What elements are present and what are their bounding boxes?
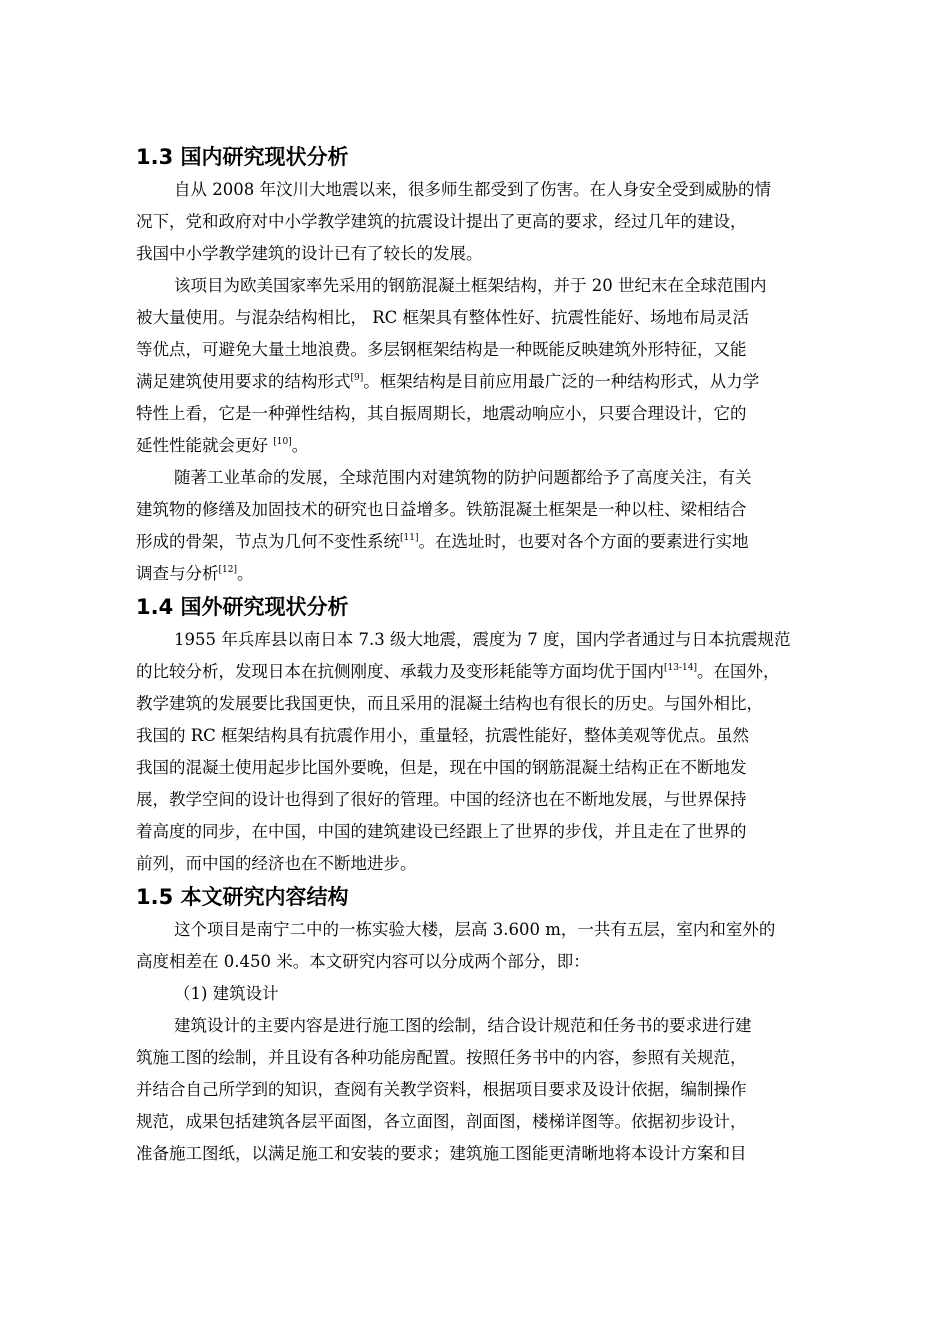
text-line: 我国中小学教学建筑的设计已有了较长的发展。 bbox=[136, 244, 483, 263]
citation-ref: [11] bbox=[400, 533, 419, 543]
text-segment: 调查与分析 bbox=[136, 564, 219, 583]
text-line: 我国的混凝土使用起步比国外要晚，但是，现在中国的钢筋混凝土结构正在不断地发 bbox=[136, 758, 747, 777]
citation-ref: [9] bbox=[350, 373, 364, 383]
text-line: 1955 年兵库县以南日本 7.3 级大地震，震度为 7 度，国内学者通过与日本抗震规范 bbox=[174, 630, 791, 649]
section-heading: 1.3 国内研究现状分析 bbox=[136, 145, 349, 169]
text-line: 建筑物的修缮及加固技术的研究也日益增多。铁筋混凝土框架是一种以柱、梁相结合 bbox=[136, 500, 747, 519]
text-segment: 延性性能就会更好 bbox=[136, 436, 274, 455]
paragraph bbox=[136, 462, 858, 590]
text-line: 自从 2008 年汶川大地震以来，很多师生都受到了伤害。在人身安全受到威胁的情 bbox=[174, 180, 771, 199]
paragraph bbox=[136, 978, 858, 1010]
text-line: 随著工业革命的发展，全球范围内对建筑物的防护问题都给予了高度关注，有关 bbox=[174, 468, 752, 487]
text-line: 教学建筑的发展要比我国更快，而且采用的混凝土结构也有很长的历史。与国外相比， bbox=[136, 694, 763, 713]
paragraph bbox=[136, 270, 858, 462]
text-line: 等优点，可避免大量土地浪费。多层钢框架结构是一种既能反映建筑外形特征，又能 bbox=[136, 340, 747, 359]
citation-ref: [10] bbox=[273, 437, 292, 447]
section-1-5 bbox=[136, 880, 858, 1170]
section-1-3 bbox=[136, 140, 858, 590]
text-segment: 。在选址时，也要对各个方面的要素进行实地 bbox=[418, 532, 749, 551]
paragraph bbox=[136, 174, 858, 270]
text-line: 着高度的同步，在中国，中国的建筑建设已经跟上了世界的步伐，并且走在了世界的 bbox=[136, 822, 747, 841]
paragraph bbox=[136, 624, 858, 880]
text-line: 我国的 RC 框架结构具有抗震作用小，重量轻，抗震性能好，整体美观等优点。虽然 bbox=[136, 726, 750, 745]
text-line: 该项目为欧美国家率先采用的钢筋混凝土框架结构，并于 20 世纪末在全球范围内 bbox=[174, 276, 767, 295]
text-line: 特性上看，它是一种弹性结构，其自振周期长，地震动响应小，只要合理设计，它的 bbox=[136, 404, 747, 423]
text-line: 准备施工图纸，以满足施工和安装的要求；建筑施工图能更清晰地将本设计方案和目 bbox=[136, 1144, 747, 1163]
text-segment: 形成的骨架，节点为几何不变性系统 bbox=[136, 532, 400, 551]
citation-ref: [12] bbox=[218, 565, 237, 575]
text-line: 前列，而中国的经济也在不断地进步。 bbox=[136, 854, 417, 873]
paragraph bbox=[136, 1010, 858, 1170]
text-line bbox=[136, 558, 858, 590]
text-line bbox=[136, 366, 858, 398]
text-line: 筑施工图的绘制，并且设有各种功能房配置。按照任务书中的内容，参照有关规范， bbox=[136, 1048, 747, 1067]
text-line bbox=[136, 656, 858, 688]
list-item-label: （1) 建筑设计 bbox=[174, 984, 279, 1003]
section-1-4 bbox=[136, 590, 858, 880]
text-line: 展，教学空间的设计也得到了很好的管理。中国的经济也在不断地发展，与世界保持 bbox=[136, 790, 747, 809]
text-line: 并结合自己所学到的知识，查阅有关教学资料，根据项目要求及设计依据，编制操作 bbox=[136, 1080, 747, 1099]
text-line: 建筑设计的主要内容是进行施工图的绘制，结合设计规范和任务书的要求进行建 bbox=[174, 1016, 752, 1035]
text-line bbox=[136, 526, 858, 558]
text-segment: 。 bbox=[236, 564, 254, 583]
text-segment: 。框架结构是目前应用最广泛的一种结构形式，从力学 bbox=[363, 372, 760, 391]
text-segment: 满足建筑使用要求的结构形式 bbox=[136, 372, 351, 391]
text-segment: 。 bbox=[291, 436, 309, 455]
text-line bbox=[136, 430, 858, 462]
text-line: 被大量使用。与混杂结构相比， RC 框架具有整体性好、抗震性能好、场地布局灵活 bbox=[136, 308, 750, 327]
citation-ref: [13-14] bbox=[664, 663, 697, 673]
paragraph bbox=[136, 914, 858, 978]
document-body bbox=[136, 140, 858, 1170]
text-segment: 。在国外， bbox=[696, 662, 780, 681]
text-line: 规范，成果包括建筑各层平面图，各立面图，剖面图，楼梯详图等。依据初步设计， bbox=[136, 1112, 747, 1131]
text-line: 高度相差在 0.450 米。本文研究内容可以分成两个部分，即： bbox=[136, 952, 590, 971]
section-heading: 1.5 本文研究内容结构 bbox=[136, 885, 349, 909]
text-line: 况下，党和政府对中小学教学建筑的抗震设计提出了更高的要求，经过几年的建设， bbox=[136, 212, 747, 231]
section-heading: 1.4 国外研究现状分析 bbox=[136, 595, 349, 619]
text-segment: 的比较分析，发现日本在抗侧刚度、承载力及变形耗能等方面均优于国内 bbox=[136, 662, 664, 681]
text-line: 这个项目是南宁二中的一栋实验大楼，层高 3.600 m，一共有五层，室内和室外的 bbox=[174, 920, 776, 939]
